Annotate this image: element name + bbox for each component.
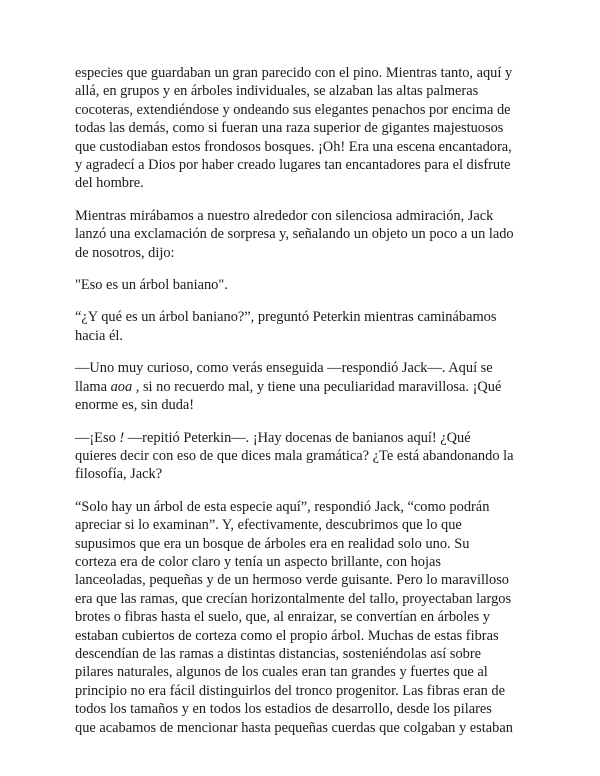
text-line: principio no era fácil distinguirlos del tronco progenitor. Las fibras eran de [75,682,505,699]
text-line: y agradecí a Dios por haber creado lugares tan encantadores para el disfrute [75,157,511,174]
text-line: hacia él. [75,327,123,344]
text-line: todas las demás, como si fueran una raza superior de gigantes majestuosos [75,120,504,137]
text-line: pilares naturales, algunos de los cuales eran tan grandes y fuertes que al [75,664,488,681]
text-line: era que las ramas, que crecían horizontalmente del tallo, proyectaban largos [75,590,512,607]
text-line: del hombre. [75,175,144,192]
document-page [75,64,527,751]
text-line: allá, en grupos y en árboles individuales, se alzaban las altas palmeras [75,83,479,100]
text-line: —Uno muy curioso, como verás enseguida —respondió Jack—. Aquí se [75,360,493,377]
text-line: apreciar si lo examinan”. Y, efectivamente, descubrimos que lo que [75,517,462,534]
paragraph-1 [75,64,527,193]
text-line: enorme es, sin duda! [75,397,195,414]
text-line: "Eso es un árbol baniano". [75,277,228,294]
paragraph-4 [75,308,527,345]
text-line: corteza era de color claro y tenía un aspecto brillante, con hojas [75,553,441,570]
paragraph-7 [75,498,527,737]
text-line: que custodiaban estos frondosos bosques. ¡Oh! Era una escena encantadora, [75,138,512,155]
text-line: filosofía, Jack? [75,466,163,483]
paragraph-2 [75,207,527,262]
text-line: “¿Y qué es un árbol baniano?”, preguntó Peterkin mientras caminábamos [75,309,497,326]
text-line: llama aoa , si no recuerdo mal, y tiene una peculiaridad maravillosa. ¡Qué [75,378,502,395]
text-line: brotes o fibras hasta el suelo, que, al enraizar, se convertían en árboles y [75,609,490,626]
text-line: de nosotros, dijo: [75,244,175,261]
text-line: quieres decir con eso de que dices mala gramática? ¿Te está abandonando la [75,447,514,464]
text-line: especies que guardaban un gran parecido con el pino. Mientras tanto, aquí y [75,65,513,81]
text-line: cocoteras, extendiéndose y ondeando sus elegantes penachos por encima de [75,101,511,118]
text-line: lanzó una exclamación de sorpresa y, señalando un objeto un poco a un lado [75,226,514,243]
text-line: lanceoladas, pequeñas y de un hermoso verde guisante. Pero lo maravilloso [75,572,509,589]
text-line: Mientras mirábamos a nuestro alrededor con silenciosa admiración, Jack [75,207,494,224]
text-line: todos los tamaños y en todos los estadios de desarrollo, desde los pilares [75,701,492,718]
text-line: “Solo hay un árbol de esta especie aquí”, respondió Jack, “como podrán [75,498,490,515]
paragraph-6 [75,429,527,484]
text-line: supusimos que era un bosque de árboles era en realidad solo uno. Su [75,535,470,552]
text-line: estaban cubiertos de corteza como el propio árbol. Muchas de estas fibras [75,627,499,644]
text-line: descendían de las ramas a distintas distancias, sosteniéndolas así sobre [75,645,482,662]
text-line: que acabamos de mencionar hasta pequeñas cuerdas que colgaban y estaban [75,719,513,736]
paragraph-3 [75,276,527,294]
paragraph-5 [75,359,527,414]
text-line: —¡Eso ! —repitió Peterkin—. ¡Hay docenas de banianos aquí! ¿Qué [75,429,471,446]
